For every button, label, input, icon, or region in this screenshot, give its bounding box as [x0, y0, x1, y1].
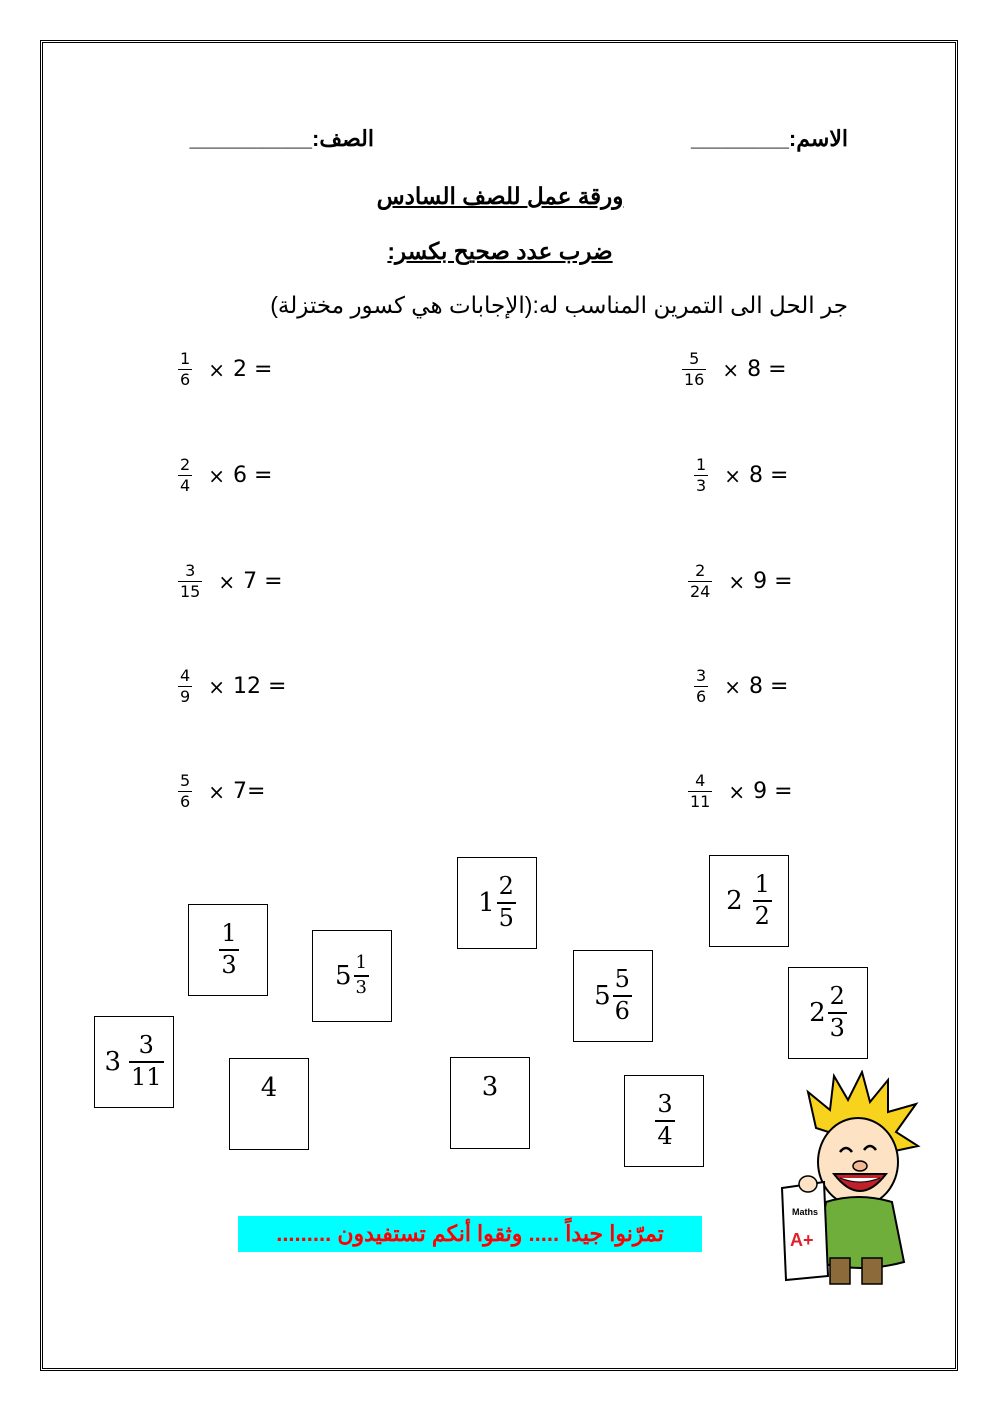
fraction: $\frac{4}{9}$ — [180, 666, 191, 707]
exercise-right-2: $\frac{1}{3}$ × 8 = — [696, 455, 789, 496]
fraction: $\frac{2}{5}$ — [498, 872, 514, 932]
fraction: $\frac{1}{6}$ — [180, 349, 191, 390]
answer-card[interactable]: 3 $\frac{3}{11}$ — [94, 1016, 174, 1108]
exercise-left-3: $\frac{3}{15}$ × 7 = — [180, 561, 283, 602]
exercise-left-1: $\frac{1}{6}$ × 2 = — [180, 349, 273, 390]
fraction: $\frac{1}{3}$ — [221, 919, 237, 979]
fraction: $\frac{3}{15}$ — [180, 561, 201, 602]
fraction: $\frac{2}{4}$ — [180, 455, 191, 496]
fraction: $\frac{3}{4}$ — [657, 1090, 673, 1150]
exercise-left-5: $\frac{5}{6}$ × 7= — [180, 771, 266, 812]
fraction: $\frac{5}{6}$ — [614, 965, 630, 1025]
fraction: $\frac{2}{24}$ — [690, 561, 711, 602]
answer-card[interactable] — [624, 1075, 704, 1167]
answer-card[interactable]: 5 $\frac{5}{6}$ — [573, 950, 653, 1042]
worksheet-subtitle: ضرب عدد صحيح بكسر: — [387, 238, 613, 264]
answer-card[interactable]: 2 $\frac{1}{2}$ — [709, 855, 789, 947]
fraction: $\frac{2}{3}$ — [829, 982, 845, 1042]
fraction: $\frac{5}{6}$ — [180, 771, 191, 812]
exercise-right-1: $\frac{5}{16}$ × 8 = — [684, 349, 787, 390]
paper-title: Maths — [792, 1207, 819, 1217]
exercise-left-4: $\frac{4}{9}$ × 12 = — [180, 666, 287, 707]
answer-card[interactable]: 1 $\frac{2}{5}$ — [457, 857, 537, 949]
encouragement-banner: تمرّنوا جيداً ..... وثقوا أنكم تستفيدون ......... — [238, 1216, 702, 1252]
boy-with-test-paper-illustration — [778, 1070, 926, 1288]
fraction: $\frac{3}{6}$ — [696, 666, 707, 707]
exercise-right-3: $\frac{2}{24}$ × 9 = — [690, 561, 793, 602]
fraction: $\frac{5}{16}$ — [684, 349, 705, 390]
worksheet-title: ورقة عمل للصف السادس — [376, 183, 624, 209]
answer-card[interactable]: 4 — [229, 1058, 309, 1150]
name-field: الاسم:________ — [691, 126, 848, 151]
fraction: $\frac{1}{3}$ — [696, 455, 707, 496]
answer-card[interactable]: 5 $\frac{1}{3}$ — [312, 930, 392, 1022]
class-field: الصف:__________ — [189, 126, 374, 151]
exercise-right-4: $\frac{3}{6}$ × 8 = — [696, 666, 789, 707]
exercise-left-2: $\frac{2}{4}$ × 6 = — [180, 455, 273, 496]
instruction-text: جر الحل الى التمرين المناسب له:(الإجابات هي كسور مختزلة) — [270, 292, 848, 318]
fraction: $\frac{1}{2}$ — [754, 870, 770, 930]
grade-mark: A+ — [790, 1230, 814, 1250]
fraction: $\frac{1}{3}$ — [355, 952, 367, 998]
exercise-right-5: $\frac{4}{11}$ × 9 = — [690, 771, 793, 812]
answer-card[interactable] — [188, 904, 268, 996]
fraction: $\frac{4}{11}$ — [690, 771, 711, 812]
answer-card[interactable]: 3 — [450, 1057, 530, 1149]
fraction: $\frac{3}{11}$ — [131, 1031, 162, 1091]
answer-card[interactable]: 2 $\frac{2}{3}$ — [788, 967, 868, 1059]
